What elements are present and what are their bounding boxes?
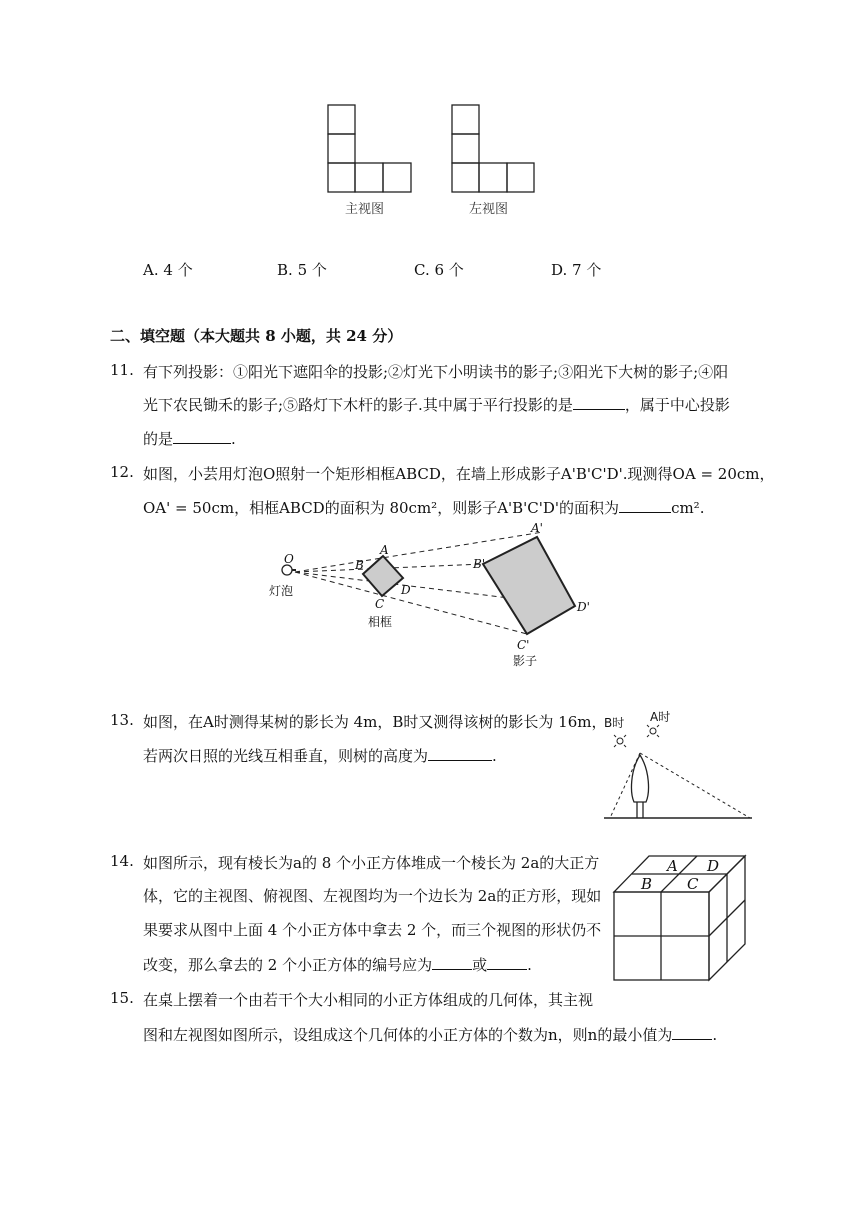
cube-figure <box>610 852 755 984</box>
label-c-prime: C' <box>517 638 530 652</box>
q12-line1: 如图，小芸用灯泡O照射一个矩形相框ABCD，在墙上形成影子A'B'C'D'.现测得OA = 20cm， <box>143 465 775 483</box>
cube-label-b: B <box>641 875 653 893</box>
answer-blank[interactable] <box>428 746 492 761</box>
projection-figure <box>265 522 605 672</box>
option-a[interactable]: A. 4 个 <box>143 261 193 279</box>
q13-line2: 若两次日照的光线互相垂直，则树的高度为 . <box>143 747 497 765</box>
label-bulb: 灯泡 <box>269 584 294 598</box>
label-a-time: A时 <box>650 710 671 724</box>
question-number: 11. <box>110 361 134 379</box>
answer-blank[interactable] <box>619 498 671 513</box>
answer-blank[interactable] <box>173 429 231 444</box>
q14-line2: 体，它的主视图、俯视图、左视图均为一个边长为 2a的正方形，现如 <box>143 887 602 905</box>
q11-line1: 有下列投影：①阳光下遮阳伞的投影;②灯光下小明读书的影子;③阳光下大树的影子;④阳 <box>143 363 729 381</box>
views-figure <box>320 100 540 220</box>
label-b-time: B时 <box>604 716 625 730</box>
label-d: D <box>401 583 411 597</box>
answer-blank[interactable] <box>432 955 472 970</box>
option-c[interactable]: C. 6 个 <box>414 261 464 279</box>
label-a: A <box>380 543 389 557</box>
left-view-caption: 左视图 <box>469 202 509 217</box>
answer-blank[interactable] <box>672 1025 712 1040</box>
section-heading: 二、填空题（本大题共 8 小题，共 24 分） <box>110 327 403 345</box>
q15-line1: 在桌上摆着一个由若干个大小相同的小正方体组成的几何体，其主视 <box>143 991 594 1009</box>
q11-line3: 的是 . <box>143 430 236 448</box>
q14-line1: 如图所示，现有棱长为a的 8 个小正方体堆成一个棱长为 2a的大正方 <box>143 854 600 872</box>
label-c: C <box>375 597 385 611</box>
answer-blank[interactable] <box>487 955 527 970</box>
label-b: B <box>355 558 364 572</box>
answer-blank[interactable] <box>573 395 625 410</box>
label-d-prime: D' <box>577 600 590 614</box>
q11-line2: 光下农民锄禾的影子;⑤路灯下木杆的影子.其中属于平行投影的是 ，属于中心投影 <box>143 396 730 414</box>
cube-label-a: A <box>667 857 678 875</box>
label-b-prime: B' <box>473 557 486 571</box>
question-number: 14. <box>110 852 134 870</box>
cube-label-d: D <box>707 857 720 875</box>
label-o: O <box>284 552 294 566</box>
tree-shadow-figure <box>600 705 755 825</box>
cube-label-c: C <box>687 875 699 893</box>
option-d[interactable]: D. 7 个 <box>551 261 602 279</box>
question-number: 13. <box>110 711 134 729</box>
question-number: 12. <box>110 463 134 481</box>
label-shadow: 影子 <box>513 654 538 668</box>
q15-line2: 图和左视图如图所示，设组成这个几何体的小正方体的个数为n，则n的最小值为 . <box>143 1026 718 1044</box>
question-number: 15. <box>110 989 134 1007</box>
q14-line4: 改变，那么拿去的 2 个小正方体的编号应为 或 . <box>143 956 532 974</box>
q12-line2: OA' = 50cm，相框ABCD的面积为 80cm²，则影子A'B'C'D'的面积为 cm². <box>143 499 705 517</box>
option-b[interactable]: B. 5 个 <box>277 261 327 279</box>
label-frame: 相框 <box>368 615 393 629</box>
q13-line1: 如图，在A时测得某树的影长为 4m，B时又测得该树的影长为 16m， <box>143 713 607 731</box>
label-a-prime: A' <box>531 522 543 535</box>
front-view-caption: 主视图 <box>345 202 385 217</box>
q14-line3: 果要求从图中上面 4 个小正方体中拿去 2 个，而三个视图的形状仍不 <box>143 921 602 939</box>
